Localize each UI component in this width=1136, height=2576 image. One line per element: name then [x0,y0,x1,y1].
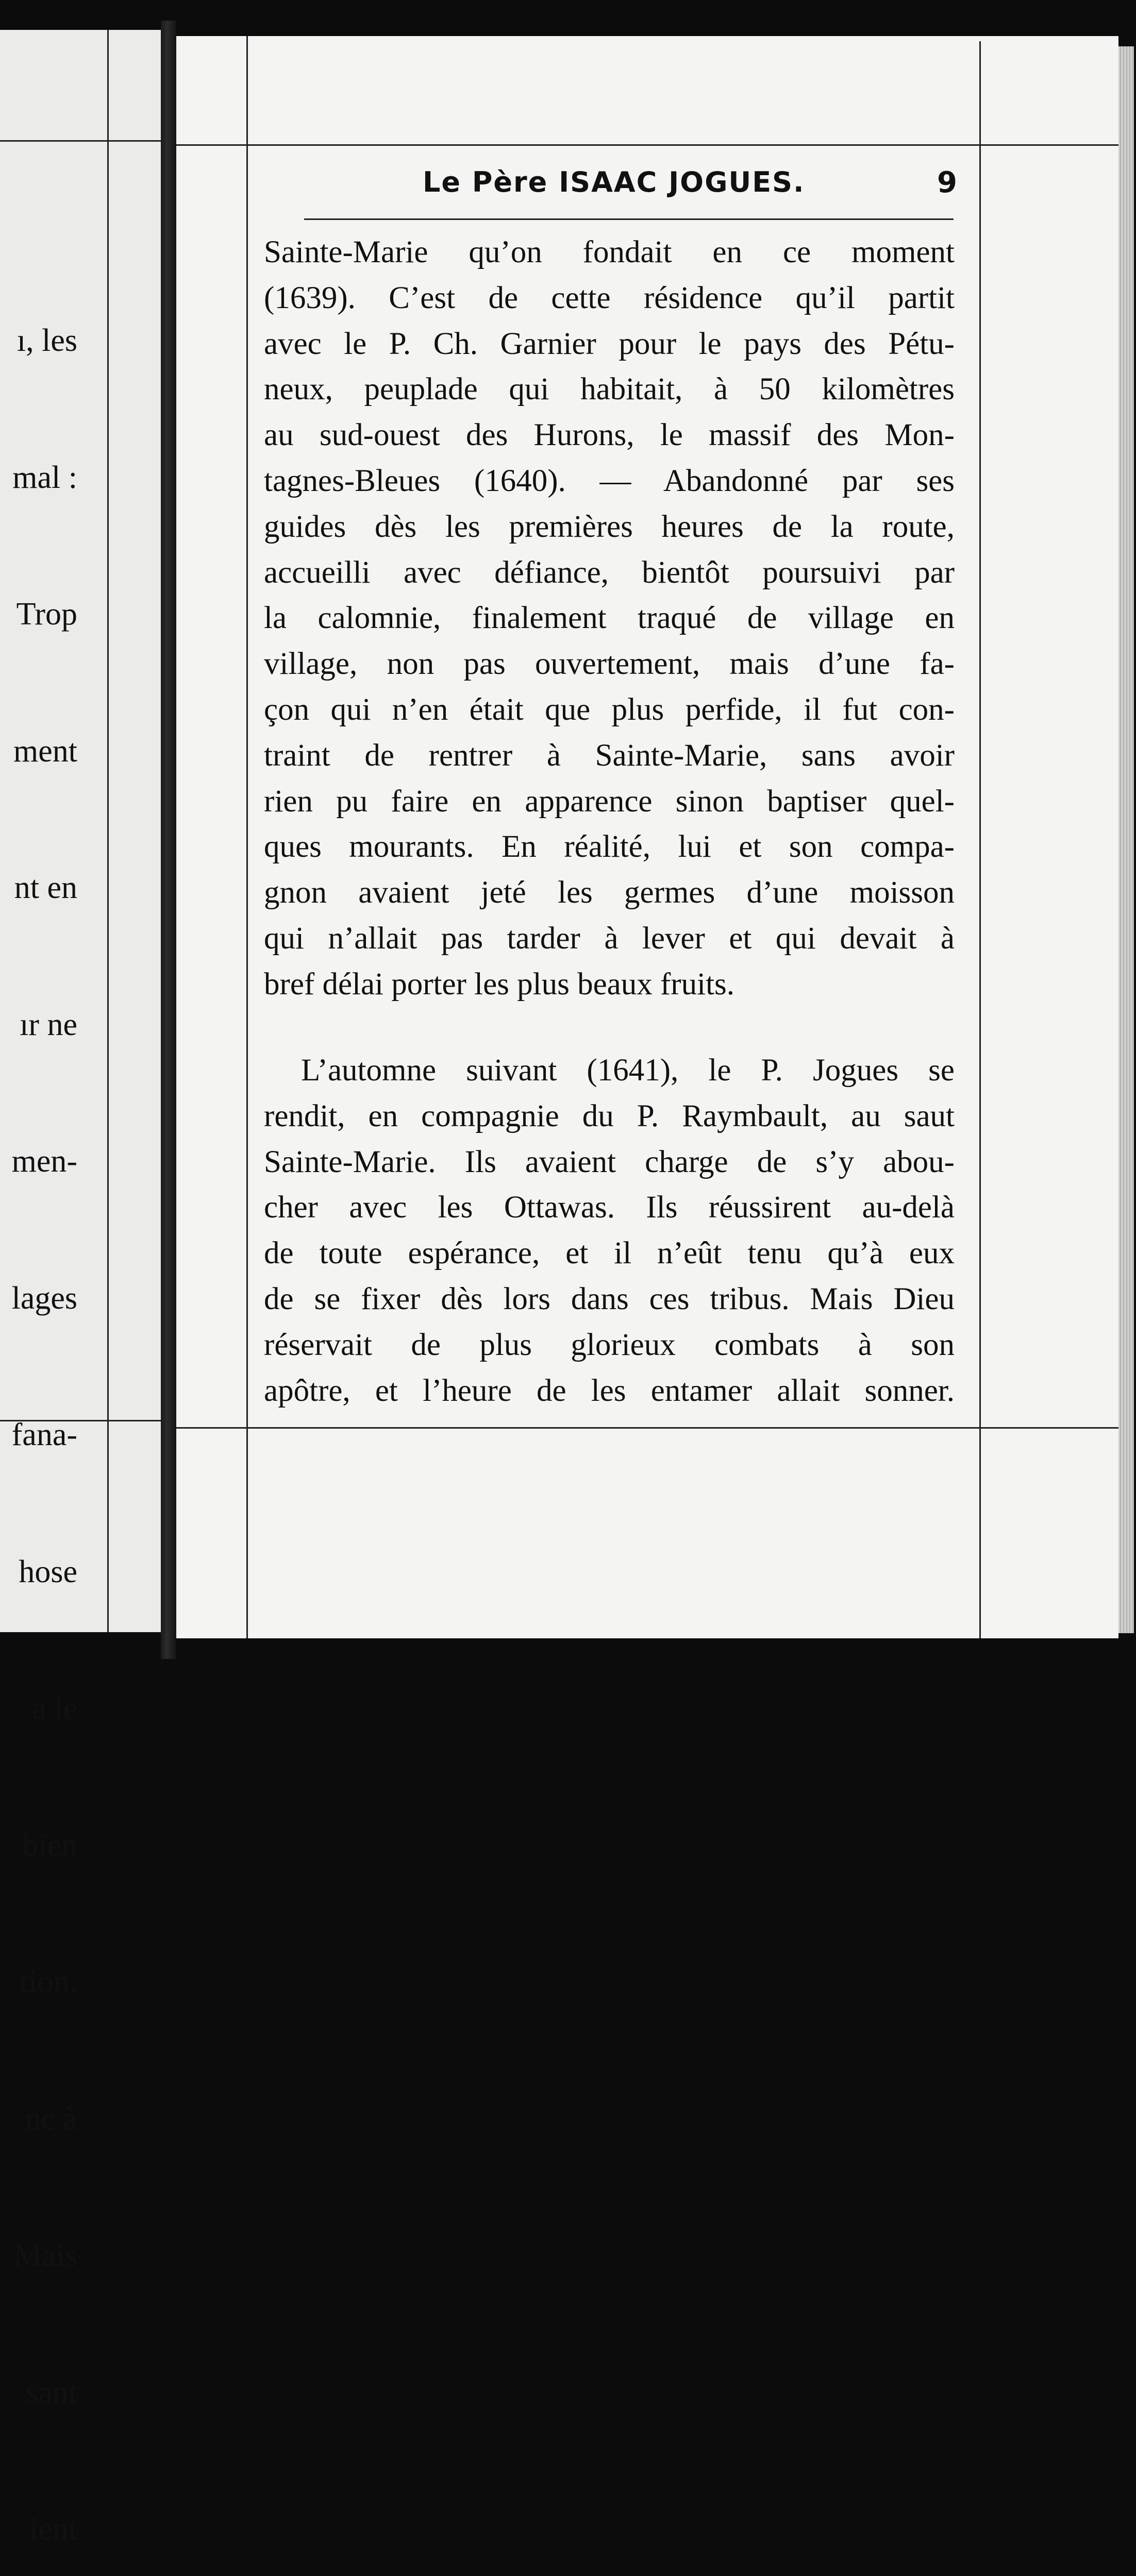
text-line: tagnes-Bleues (1640). — Abandonné par ses [264,463,955,498]
paragraph-1 [264,230,955,1008]
left-line: Trop [16,597,77,632]
text-line: Sainte-Marie. Ils avaient charge de s’y abou- [264,1144,955,1179]
text-line: bref délai porter les plus beaux fruits. [264,967,735,1002]
text-line: (1639). C’est de cette résidence qu’il partit [264,280,955,315]
left-line: Mais [13,2238,77,2273]
left-line: fana- [11,1417,77,1452]
left-line: nc à [25,2101,77,2137]
text-line: qui n’allait pas tarder à lever et qui devait à [264,921,955,956]
running-title: Le Père ISAAC JOGUES. [423,166,805,198]
frame-line-top-left [0,140,161,142]
text-line: de se fixer dès lors dans ces tribus. Mais Dieu [264,1281,955,1316]
frame-line-bottom-right [176,1427,1118,1429]
left-line: ır ne [20,1007,77,1042]
text-line: ques mourants. En réalité, lui et son compa- [264,829,955,865]
text-line: rien pu faire en apparence sinon baptiser quel- [264,784,955,819]
text-line: au sud-ouest des Hurons, le massif des Mon- [264,418,955,453]
text-line: la calomnie, finalement traqué de village en [264,601,955,636]
text-line: accueilli avec défiance, bientôt poursuivi par [264,555,955,590]
text-line: gnon avaient jeté les germes d’une moisson [264,875,955,910]
text-line: guides dès les premières heures de la route, [264,509,955,544]
text-line: cher avec les Ottawas. Ils réussirent au-delà [264,1190,955,1225]
left-page-text [0,227,77,2576]
left-line: a le [32,1691,77,1726]
header-rule [304,218,954,220]
text-line: rendit, en compagnie du P. Raymbault, au saut [264,1098,955,1133]
text-line: çon qui n’en était que plus perfide, il fut con- [264,692,955,727]
frame-line-right-1 [246,36,248,1638]
left-line: mal : [12,460,77,495]
text-line: avec le P. Ch. Garnier pour le pays des Pétu- [264,326,955,361]
frame-line-left-1 [107,30,109,1632]
left-line: nt en [14,870,77,905]
left-line: ment [13,733,77,769]
page-number: 9 [937,166,957,199]
text-line: réservait de plus glorieux combats à son [264,1327,955,1362]
left-line: bien [22,1827,77,1863]
left-line: men- [11,1144,77,1179]
paragraph-2 [264,1048,955,1414]
left-line: ient [29,2512,77,2547]
left-line: sant [26,2375,77,2410]
left-line: tion. [20,1964,77,1999]
text-line: L’automne suivant (1641), le P. Jogues se [301,1053,955,1088]
text-line: neux, peuplade qui habitait, à 50 kilomètres [264,372,955,407]
text-line: Sainte-Marie qu’on fondait en ce moment [264,235,955,269]
frame-line-top-right [176,144,1118,146]
book-gutter [161,21,176,1659]
page-edge [1118,46,1134,1633]
frame-line-right-2 [979,41,981,1638]
text-line: de toute espérance, et il n’eût tenu qu’à eux [264,1236,955,1271]
left-line: hose [19,1554,77,1589]
text-line: apôtre, et l’heure de les entamer allait sonner. [264,1373,955,1408]
left-line: ı, les [16,323,77,358]
left-line: lages [11,1280,77,1316]
text-line: village, non pas ouvertement, mais d’une fa- [264,647,955,682]
text-line: traint de rentrer à Sainte-Marie, sans avoir [264,738,955,773]
